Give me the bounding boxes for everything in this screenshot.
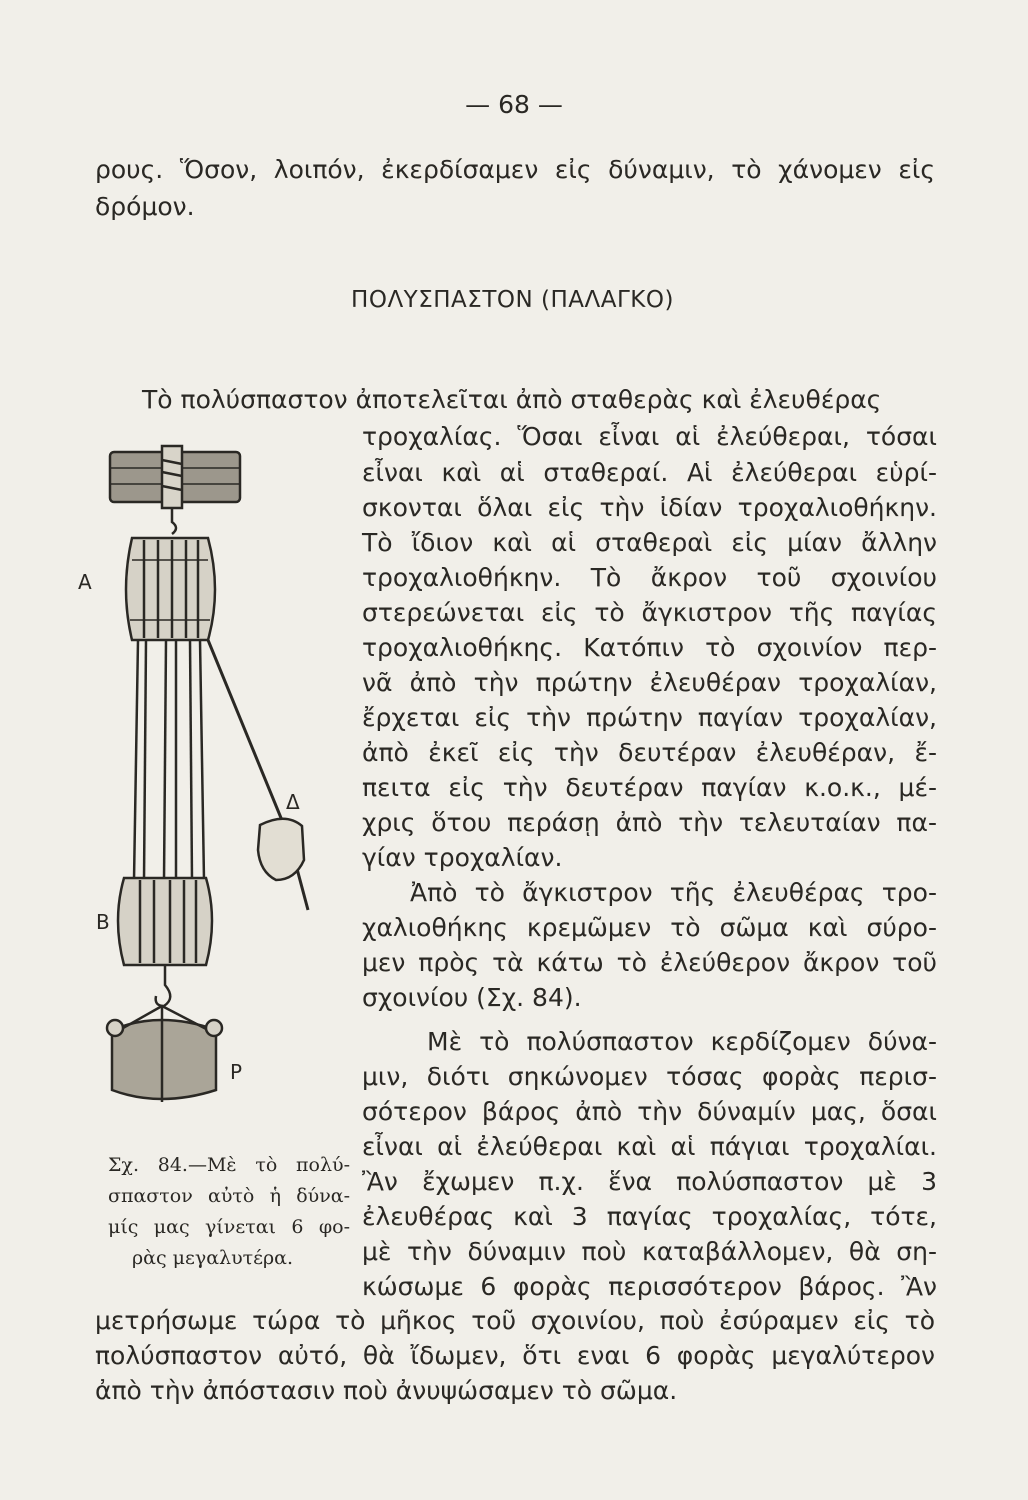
column-line: πειτα εἰς τὴν δευτέραν παγίαν κ.ο.κ., μέ- bbox=[362, 773, 937, 802]
column-line: τροχαλιοθήκης. Κατόπιν τὸ σχοινίον περ- bbox=[362, 633, 937, 662]
column-line: εἶναι αἱ ἐλεύθεραι καὶ αἱ πάγιαι τροχαλίαι. bbox=[362, 1132, 937, 1161]
page-number: — 68 — bbox=[465, 90, 563, 119]
figure-caption-line: ρὰς μεγαλυτέρα. bbox=[132, 1247, 294, 1269]
section-title: ΠΟΛΥΣΠΑΣΤΟΝ (ΠΑΛΑΓΚΟ) bbox=[351, 287, 674, 313]
column-line: τροχαλίας. Ὅσαι εἶναι αἱ ἐλεύθεραι, τόσαι bbox=[362, 422, 937, 451]
fixed-pulley-block bbox=[126, 538, 215, 640]
intro-line-2: δρόμον. bbox=[95, 192, 195, 221]
hand bbox=[258, 819, 304, 880]
movable-pulley-block bbox=[118, 878, 212, 965]
load-bundle bbox=[112, 1020, 216, 1099]
column-line: Μὲ τὸ πολύσπαστον κερδίζομεν δύνα- bbox=[427, 1027, 937, 1056]
column-line: γίαν τροχαλίαν. bbox=[362, 843, 563, 872]
figure-caption-line: σπαστον αὐτὸ ἡ δύνα- bbox=[108, 1185, 350, 1207]
closing-line-1: μετρήσωμε τώρα τὸ μῆκος τοῦ σχοινίου, ποὺ ἐσύραμεν εἰς τὸ bbox=[95, 1306, 935, 1335]
column-line: ἐλευθέρας καὶ 3 παγίας τροχαλίας, τότε, bbox=[362, 1202, 937, 1231]
column-line: νᾶ ἀπὸ τὴν πρώτην ἐλευθέραν τροχαλίαν, bbox=[362, 668, 937, 697]
paragraph-first-line: Τὸ πολύσπαστον ἀποτελεῖται ἀπὸ σταθερὰς καὶ ἐλευθέρας bbox=[142, 385, 882, 414]
column-line: Ἂν ἔχωμεν π.χ. ἕνα πολύσπαστον μὲ 3 bbox=[362, 1167, 937, 1196]
column-line: χρις ὅτου περάσῃ ἀπὸ τὴν τελευταίαν πα- bbox=[362, 808, 937, 837]
column-line: στερεώνεται εἰς τὸ ἄγκιστρον τῆς παγίας bbox=[362, 598, 937, 627]
figure-caption-line: Σχ. 84.—Μὲ τὸ πολύ- bbox=[108, 1154, 350, 1176]
column-line: χαλιοθήκης κρεμῶμεν τὸ σῶμα καὶ σύρο- bbox=[362, 913, 937, 942]
label-a: A bbox=[78, 570, 92, 594]
column-line: Τὸ ἴδιον καὶ αἱ σταθεραὶ εἰς μίαν ἄλλην bbox=[362, 528, 937, 557]
column-line: εἶναι καὶ αἱ σταθεραί. Αἱ ἐλεύθεραι εὑρί- bbox=[362, 458, 937, 487]
column-line: σότερον βάρος ἀπὸ τὴν δύναμίν μας, ὅσαι bbox=[362, 1097, 937, 1126]
pulley-figure bbox=[78, 440, 360, 1120]
column-line: ἀπὸ ἐκεῖ εἰς τὴν δευτέραν ἐλευθέραν, ἔ- bbox=[362, 738, 937, 767]
closing-line-3: ἀπὸ τὴν ἀπόστασιν ποὺ ἀνυψώσαμεν τὸ σῶμα. bbox=[95, 1376, 678, 1405]
column-line: ἔρχεται εἰς τὴν πρώτην παγίαν τροχαλίαν, bbox=[362, 703, 937, 732]
label-delta: Δ bbox=[286, 790, 300, 814]
column-line: μιν, διότι σηκώνομεν τόσας φορὰς περισ- bbox=[362, 1062, 937, 1091]
column-line: κώσωμε 6 φορὰς περισσότερον βάρος. Ἂν bbox=[362, 1272, 937, 1301]
label-p: P bbox=[230, 1060, 243, 1084]
closing-line-2: πολύσπαστον αὐτό, θὰ ἴδωμεν, ὅτι εναι 6 φορὰς μεγαλύτερον bbox=[95, 1341, 935, 1370]
column-line: μεν πρὸς τὰ κάτω τὸ ἐλεύθερον ἄκρον τοῦ bbox=[362, 948, 937, 977]
column-line: Ἀπὸ τὸ ἄγκιστρον τῆς ἐλευθέρας τρο- bbox=[410, 878, 937, 907]
column-line: σχοινίου (Σχ. 84). bbox=[362, 983, 582, 1012]
pulley-illustration bbox=[90, 440, 360, 1120]
intro-line-1: ρους. Ὅσον, λοιπόν, ἐκερδίσαμεν εἰς δύναμιν, τὸ χάνομεν εἰς bbox=[95, 155, 935, 184]
label-b: B bbox=[96, 910, 110, 934]
column-line: μὲ τὴν δύναμιν ποὺ καταβάλλομεν, θὰ ση- bbox=[362, 1237, 937, 1266]
column-line: σκονται ὅλαι εἰς τὴν ἰδίαν τροχαλιοθήκην. bbox=[362, 493, 937, 522]
beam-binding bbox=[162, 446, 182, 508]
column-line: τροχαλιοθήκην. Τὸ ἄκρον τοῦ σχοινίου bbox=[362, 563, 937, 592]
figure-caption-line: μίς μας γίνεται 6 φο- bbox=[108, 1216, 350, 1238]
